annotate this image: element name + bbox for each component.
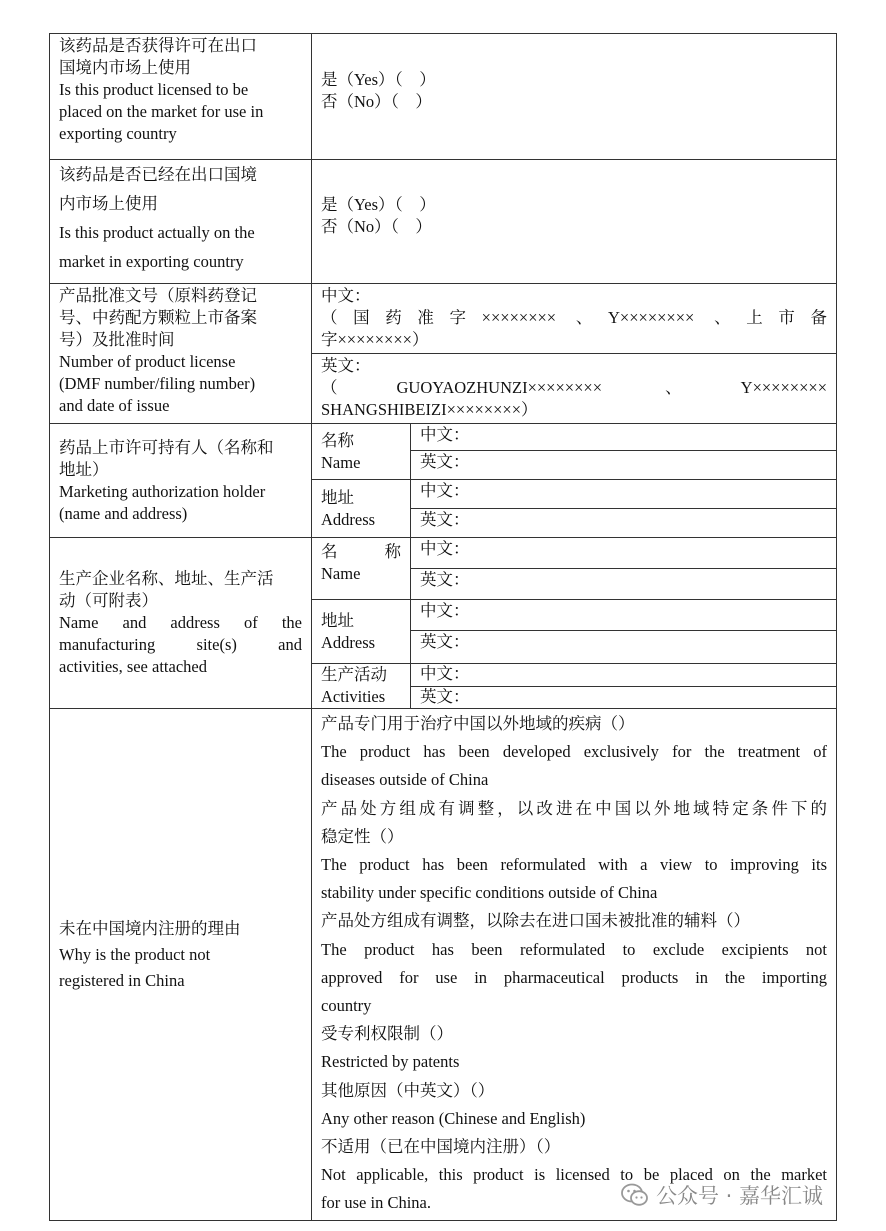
manufacturer-activities-en-field[interactable]: 英文： [411,686,837,709]
reason-line: country [321,996,372,1016]
label-en-line: Why is the product not [59,945,211,965]
label-en-line: market in exporting country [59,252,244,271]
activities-en: Activities [321,687,386,706]
label-en-line: exporting country [59,124,177,143]
reason-line: The product has been developed exclusively for the treatment of [321,742,828,762]
label-cn-line: 生产企业名称、地址、生产活 [59,569,274,588]
mah-address-en-field[interactable]: 英文： [411,509,837,538]
manufacturer-address-label [312,600,411,664]
reason-line: for use in China. [321,1193,431,1213]
name-cn [321,541,401,563]
en-value-line: （GUOYAOZHUNZI×××××××× 、Y×××××××× [321,378,828,397]
label-cn-line: 国境内市场上使用 [59,58,191,77]
address-cn: 地址 [321,487,354,507]
manufacturer-label [50,538,312,709]
reason-line: The product has been reformulated to exclude excipients not [321,939,828,959]
mah-name-cn-field[interactable]: 中文： [411,424,837,451]
license-cn-cell[interactable] [312,284,837,354]
manufacturer-activities-cn-field[interactable]: 中文： [411,664,837,687]
row-reason [50,709,837,1221]
reason-line: Restricted by patents [321,1052,460,1072]
label-en-line: Marketing authorization holder [59,481,266,501]
label-cn-line: 号）及批准时间 [59,330,175,349]
reason-line: 产品处方组成有调整，以改进在中国以外地域特定条件下的 [321,798,828,818]
on-market-options [312,160,837,284]
label-en-line: activities, see attached [59,657,207,676]
row-mah [50,424,837,451]
row-license-number [50,284,837,354]
reason-line: approved for use in pharmaceutical products in the importing [321,967,828,987]
en-title: 英文： [321,356,371,375]
label-cn-line: 号、中药配方颗粒上市备案 [59,308,257,327]
row-manufacturer [50,538,837,569]
reason-line[interactable]: 不适用（已在中国境内注册）（） [321,1137,561,1157]
label-en-line: Is this product licensed to be [59,80,249,99]
label-cn-line: 地址） [59,459,109,479]
label-en-line: Name and address of the [59,613,302,632]
mah-address-cn-field[interactable]: 中文： [411,480,837,509]
label-cn-line: 药品上市许可持有人（名称和 [59,437,274,457]
label-en-line: (name and address) [59,503,188,523]
reason-line: Not applicable, this product is licensed to be placed on the market [321,1165,828,1185]
reason-line: diseases outside of China [321,770,489,790]
no-option[interactable]: 否（No）（ ） [321,91,432,111]
mah-address-label [312,480,411,538]
cn-value-line: 字××××××××） [321,330,429,349]
name-en: Name [321,452,361,472]
reason-label [50,709,312,1221]
label-en-line: and date of issue [59,396,170,415]
label-cn-line: 动（可附表） [59,591,158,610]
reason-line[interactable]: 稳定性（） [321,826,404,846]
name-cn: 名称 [321,430,354,450]
reason-line[interactable]: 产品专门用于治疗中国以外地域的疾病（） [321,714,635,733]
reason-line: Any other reason (Chinese and English) [321,1108,586,1128]
label-en-line: (DMF number/filing number) [59,374,256,393]
name-cn-char: 名 [321,541,338,561]
reason-line: The product has been reformulated with a view to improving its [321,855,828,875]
manufacturer-name-cn-field[interactable]: 中文： [411,538,837,569]
label-en-line: manufacturing site(s) and [59,635,302,654]
license-label [50,284,312,424]
label-cn-line: 未在中国境内注册的理由 [59,919,241,939]
address-en: Address [321,509,376,529]
reason-line[interactable]: 受专利权限制（） [321,1024,453,1044]
mah-name-label [312,424,411,480]
manufacturer-name-en-field[interactable]: 英文： [411,569,837,600]
name-en: Name [321,563,361,583]
name-cn-char: 称 [384,541,401,561]
label-en-line: placed on the market for use in [59,102,264,121]
mah-name-en-field[interactable]: 英文： [411,451,837,480]
cn-title: 中文： [321,286,371,305]
label-cn-line: 该药品是否获得许可在出口 [59,36,257,55]
reason-line[interactable]: 产品处方组成有调整，以除去在进口国未被批准的辅料（） [321,911,750,931]
label-cn-line: 内市场上使用 [59,194,158,213]
address-cn: 地址 [321,610,354,630]
reason-line[interactable]: 其他原因（中英文）（） [321,1080,495,1100]
address-en: Address [321,632,376,652]
manufacturer-activities-label [312,664,411,709]
export-form-table [49,33,837,1221]
row-licensed [50,34,837,160]
label-en-line: Number of product license [59,352,236,371]
watermark-text: 公众号 · 嘉华汇诚 [656,1184,824,1208]
cn-value-line: （国药准字×××××××× 、Y×××××××× 、上市备 [321,308,828,327]
manufacturer-name-label [312,538,411,600]
yes-option[interactable]: 是（Yes）（ ） [321,194,436,214]
label-cn-line: 产品批准文号（原料药登记 [59,286,257,305]
on-market-label [50,160,312,284]
activities-cn: 生产活动 [321,665,387,684]
manufacturer-address-en-field[interactable]: 英文： [411,631,837,664]
reason-options [312,709,837,1221]
row-on-market [50,160,837,284]
en-value-line: SHANGSHIBEIZI××××××××） [321,400,538,419]
reason-line: stability under specific conditions outside of China [321,883,658,903]
yes-option[interactable]: 是（Yes）（ ） [321,69,436,89]
licensed-label [50,34,312,160]
licensed-options [312,34,837,160]
manufacturer-address-cn-field[interactable]: 中文： [411,600,837,631]
label-en-line: registered in China [59,971,185,991]
label-en-line: Is this product actually on the [59,223,255,242]
mah-label [50,424,312,538]
watermark [620,1180,823,1210]
no-option[interactable]: 否（No）（ ） [321,216,432,236]
label-cn-line: 该药品是否已经在出口国境 [59,165,257,184]
wechat-icon [620,1180,650,1210]
license-en-cell[interactable] [312,354,837,424]
